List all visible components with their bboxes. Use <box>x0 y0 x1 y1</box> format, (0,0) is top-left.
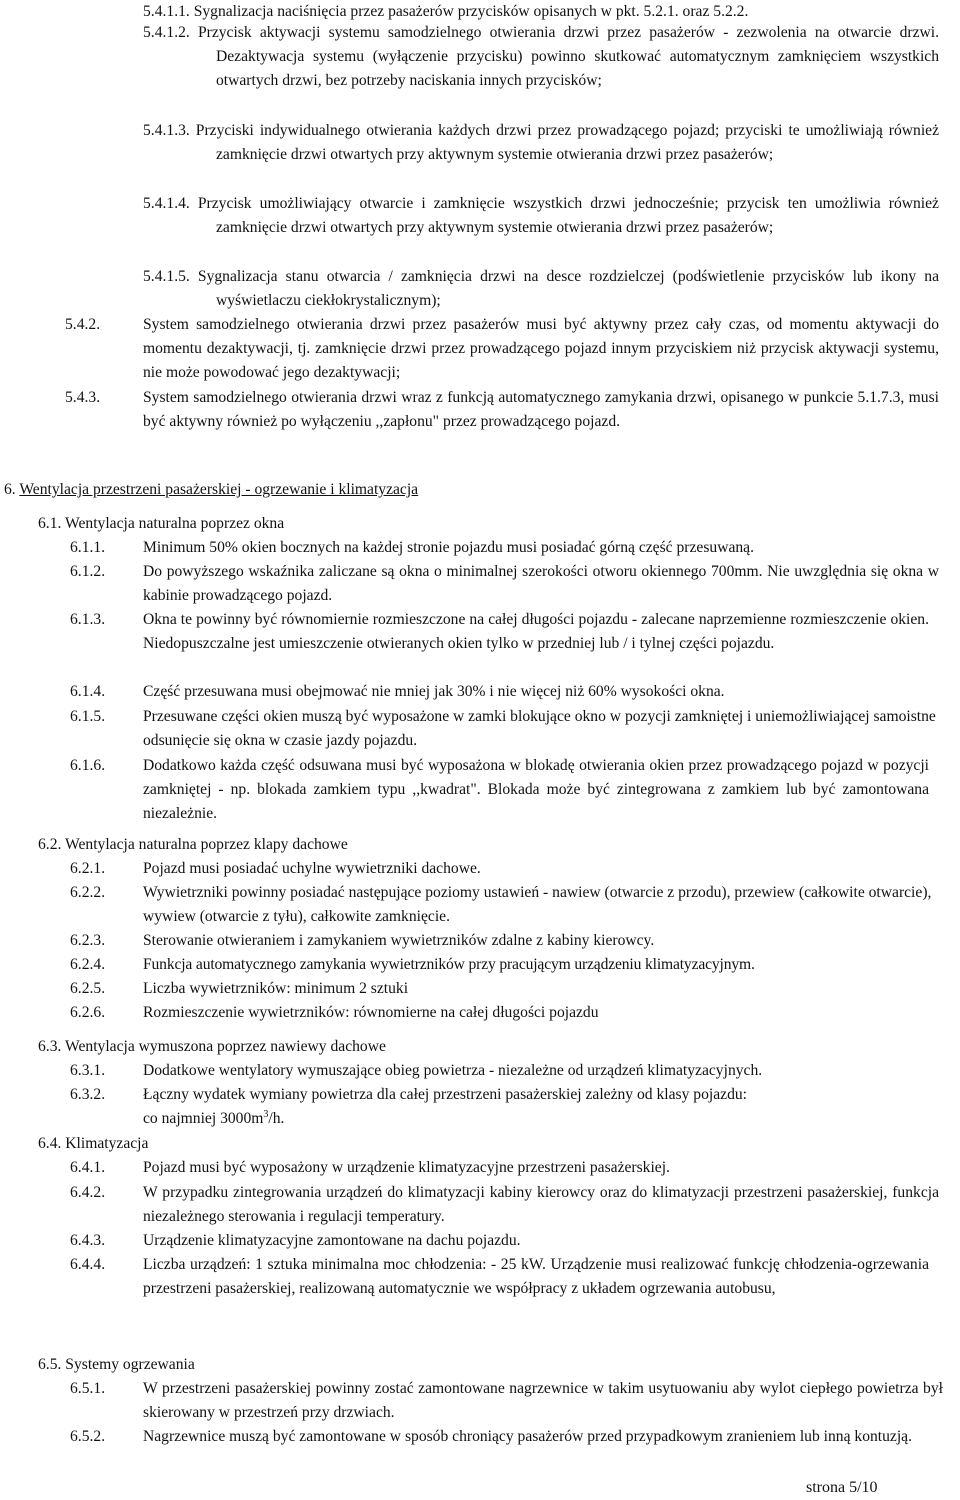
item-text: Nagrzewnice muszą być zamontowane w sposób chroniący pasażerów przed przypadkowym zranieniem lub inną kontuzją. <box>143 1428 913 1445</box>
item-5-4-1-2 <box>143 21 939 93</box>
subsection-number: 6.5. <box>38 1356 62 1373</box>
item-text: Dodatkowo każda część odsuwana musi być wyposażona w blokadę otwierania okien przez prowadzącego pojazd w pozycji zamkniętej - np. blokada zamkiem typu ,,kwadrat". Blokada może być zintegrowana z zamkiem lub być zamontowana niezależnie. <box>143 757 929 822</box>
item-text: Do powyższego wskaźnika zaliczane są okna o minimalnej szerokości otworu okiennego 700mm. Nie uwzględnia się okna w kabinie prowadzącego pojazd. <box>143 563 939 604</box>
item-number: 6.4.1. <box>70 1159 106 1176</box>
item-6-3-2 <box>70 1083 939 1131</box>
item-number: 6.2.6. <box>70 1004 106 1021</box>
item-6-4-2 <box>70 1181 939 1229</box>
subsection-title: Wentylacja wymuszona poprzez nawiewy dachowe <box>65 1038 386 1055</box>
item-6-1-6 <box>70 754 929 826</box>
item-number: 6.1.4. <box>70 683 106 700</box>
item-text-unit: /h. <box>268 1110 285 1127</box>
item-text: Sterowanie otwieraniem i zamykaniem wywietrzników zdalne z kabiny kierowcy. <box>143 932 655 949</box>
item-number: 6.1.2. <box>70 563 106 580</box>
subsection-6-1-heading <box>38 512 284 536</box>
subsection-6-5-heading <box>38 1353 195 1377</box>
item-5-4-3 <box>65 386 939 434</box>
item-number: 5.4.3. <box>65 389 101 406</box>
item-text: Przycisk umożliwiający otwarcie i zamknięcie wszystkich drzwi jednocześnie; przycisk ten umożliwia również zamknięcie drzwi otwartych przy aktywnym systemie otwierania drzwi przez pasażerów; <box>197 195 939 236</box>
item-5-4-1-5 <box>143 265 939 313</box>
item-text: Przesuwane części okien muszą być wyposażone w zamki blokujące okno w pozycji zamkniętej i uniemożliwiającej samoistne odsunięcie się okna w czasie jazdy pojazdu. <box>143 708 936 749</box>
item-number: 6.2.2. <box>70 884 106 901</box>
subsection-6-3-heading <box>38 1035 386 1059</box>
item-number: 5.4.1.2. <box>143 24 190 41</box>
item-6-1-5 <box>70 705 939 753</box>
item-5-4-2 <box>65 313 939 385</box>
item-text: Przycisk aktywacji systemu samodzielnego otwierania drzwi przez pasażerów - zezwolenia na otwarcie drzwi. Dezaktywacja systemu (wyłączenie przycisku) powinno skutkować automatycznym zamknięciem wszystkich otwartych drzwi, bez potrzeby naciskania innych przycisków; <box>197 24 940 89</box>
subsection-title: Wentylacja naturalna poprzez klapy dachowe <box>65 836 348 853</box>
item-text: System samodzielnego otwierania drzwi przez pasażerów musi być aktywny przez cały czas, od momentu aktywacji do momentu dezaktywacji, tj. zamknięcie drzwi przez prowadzącego pojazd innym przyciskiem niż przycisk aktywacji systemu, nie może powodować jego dezaktywacji; <box>143 316 939 381</box>
item-6-2-5 <box>70 977 939 1001</box>
subsection-number: 6.3. <box>38 1038 62 1055</box>
item-text: Minimum 50% okien bocznych na każdej stronie pojazdu musi posiadać górną część przesuwaną. <box>143 539 754 556</box>
subsection-6-2-heading <box>38 833 348 857</box>
item-6-2-4 <box>70 953 959 977</box>
item-6-4-1 <box>70 1156 939 1180</box>
item-number: 5.4.1.5. <box>143 268 190 285</box>
item-6-2-3 <box>70 929 939 953</box>
item-number: 6.2.5. <box>70 980 106 997</box>
item-6-1-1 <box>70 536 939 560</box>
item-number: 6.4.3. <box>70 1232 106 1249</box>
item-number: 6.4.4. <box>70 1256 106 1273</box>
item-text: Rozmieszczenie wywietrzników: równomierne na całej długości pojazdu <box>143 1004 599 1021</box>
item-6-1-4 <box>70 680 939 704</box>
item-number: 6.1.3. <box>70 611 106 628</box>
item-number: 6.2.3. <box>70 932 106 949</box>
subsection-number: 6.1. <box>38 515 62 532</box>
item-6-2-1 <box>70 857 939 881</box>
page-number-footer: strona 5/10 <box>806 1479 878 1496</box>
item-number: 5.4.2. <box>65 316 101 333</box>
item-number: 6.5.2. <box>70 1428 106 1445</box>
item-number: 6.4.2. <box>70 1184 106 1201</box>
section-6-heading <box>4 478 418 502</box>
item-number: 5.4.1.1. <box>143 3 190 20</box>
item-text: W przestrzeni pasażerskiej powinny zostać zamontowane nagrzewnice w takim usytuowaniu aby wylot ciepłego powietrza był skierowany w przestrzeń przy drzwiach. <box>143 1380 943 1421</box>
item-text: Pojazd musi być wyposażony w urządzenie klimatyzacyjne przestrzeni pasażerskiej. <box>143 1159 670 1176</box>
item-text: Wywietrzniki powinny posiadać następujące poziomy ustawień - nawiew (otwarcie z przodu), przewiew (całkowite otwarcie), wywiew (otwarcie z tyłu), całkowite zamknięcie. <box>143 884 932 925</box>
item-text: Przyciski indywidualnego otwierania każdych drzwi przez prowadzącego pojazd; przyciski te umożliwiają również zamknięcie drzwi otwartych przy aktywnym systemie otwierania drzwi przez pasażerów; <box>195 122 939 163</box>
item-text: Część przesuwana musi obejmować nie mniej jak 30% i nie więcej niż 60% wysokości okna. <box>143 683 725 700</box>
item-text: Okna te powinny być równomiernie rozmieszczone na całej długości pojazdu - zalecane naprzemienne rozmieszczenie okien. Niedopuszczalne jest umieszczenie otwieranych okien tylko w przedniej lub / i tylnej części pojazdu. <box>143 611 929 652</box>
subsection-title: Wentylacja naturalna poprzez okna <box>65 515 285 532</box>
item-number: 6.1.5. <box>70 708 106 725</box>
item-6-3-1 <box>70 1059 953 1083</box>
item-number: 6.2.1. <box>70 860 106 877</box>
item-text: W przypadku zintegrowania urządzeń do klimatyzacji kabiny kierowcy oraz do klimatyzacji przestrzeni pasażerskiej, funkcja niezależnego sterowania i regulacji temperatury. <box>143 1184 939 1225</box>
item-5-4-1-4 <box>143 192 939 240</box>
subsection-6-4-heading <box>38 1132 148 1156</box>
item-number: 6.3.2. <box>70 1086 106 1103</box>
item-6-4-3 <box>70 1229 939 1253</box>
item-text: Funkcja automatycznego zamykania wywietrzników przy pracującym urządzeniu klimatyzacyjnym. <box>143 956 755 973</box>
item-number: 6.1.6. <box>70 757 106 774</box>
item-number: 5.4.1.4. <box>143 195 190 212</box>
item-text: Sygnalizacja stanu otwarcia / zamknięcia drzwi na desce rozdzielczej (podświetlenie przycisków lub ikony na wyświetlaczu ciekłokrystalicznym); <box>197 268 939 309</box>
item-text-continuation: co najmniej 3000m <box>143 1110 264 1127</box>
item-number: 6.5.1. <box>70 1380 106 1397</box>
item-6-5-2 <box>70 1425 943 1449</box>
item-text: Sygnalizacja naciśnięcia przez pasażerów przycisków opisanych w pkt. 5.2.1. oraz 5.2.2. <box>193 3 749 20</box>
item-text: Urządzenie klimatyzacyjne zamontowane na dachu pojazdu. <box>143 1232 521 1249</box>
item-5-4-1-3 <box>143 119 939 167</box>
subsection-number: 6.2. <box>38 836 62 853</box>
subsection-title: Klimatyzacja <box>65 1135 149 1152</box>
item-number: 6.1.1. <box>70 539 106 556</box>
item-number: 6.3.1. <box>70 1062 106 1079</box>
superscript: 3 <box>263 1109 269 1120</box>
item-6-1-3 <box>70 608 929 656</box>
item-text: Pojazd musi posiadać uchylne wywietrzniki dachowe. <box>143 860 481 877</box>
item-6-1-2 <box>70 560 939 608</box>
item-text: System samodzielnego otwierania drzwi wraz z funkcją automatycznego zamykania drzwi, opisanego w punkcie 5.1.7.3, musi być aktywny również po wyłączeniu ,,zapłonu" przez prowadzącego pojazd. <box>143 389 939 430</box>
section-title: Wentylacja przestrzeni pasażerskiej - ogrzewanie i klimatyzacja <box>19 481 419 498</box>
item-6-2-2 <box>70 881 939 929</box>
section-number: 6. <box>4 481 16 498</box>
item-text: Liczba wywietrzników: minimum 2 sztuki <box>143 980 409 997</box>
subsection-number: 6.4. <box>38 1135 62 1152</box>
subsection-title: Systemy ogrzewania <box>65 1356 195 1373</box>
item-text: Łączny wydatek wymiany powietrza dla całej przestrzeni pasażerskiej zależny od klasy pojazdu: <box>143 1086 747 1103</box>
item-6-5-1 <box>70 1377 943 1425</box>
item-number: 5.4.1.3. <box>143 122 190 139</box>
item-text: Liczba urządzeń: 1 sztuka minimalna moc chłodzenia: - 25 kW. Urządzenie musi realizować funkcję chłodzenia-ogrzewania przestrzeni pasażerskiej, realizowaną automatycznie we współpracy z układem ogrzewania autobusu, <box>143 1256 929 1297</box>
item-text: Dodatkowe wentylatory wymuszające obieg powietrza - niezależne od urządzeń klimatyzacyjnych. <box>143 1062 763 1079</box>
item-6-4-4 <box>70 1253 929 1301</box>
item-number: 6.2.4. <box>70 956 106 973</box>
item-6-2-6 <box>70 1001 939 1025</box>
